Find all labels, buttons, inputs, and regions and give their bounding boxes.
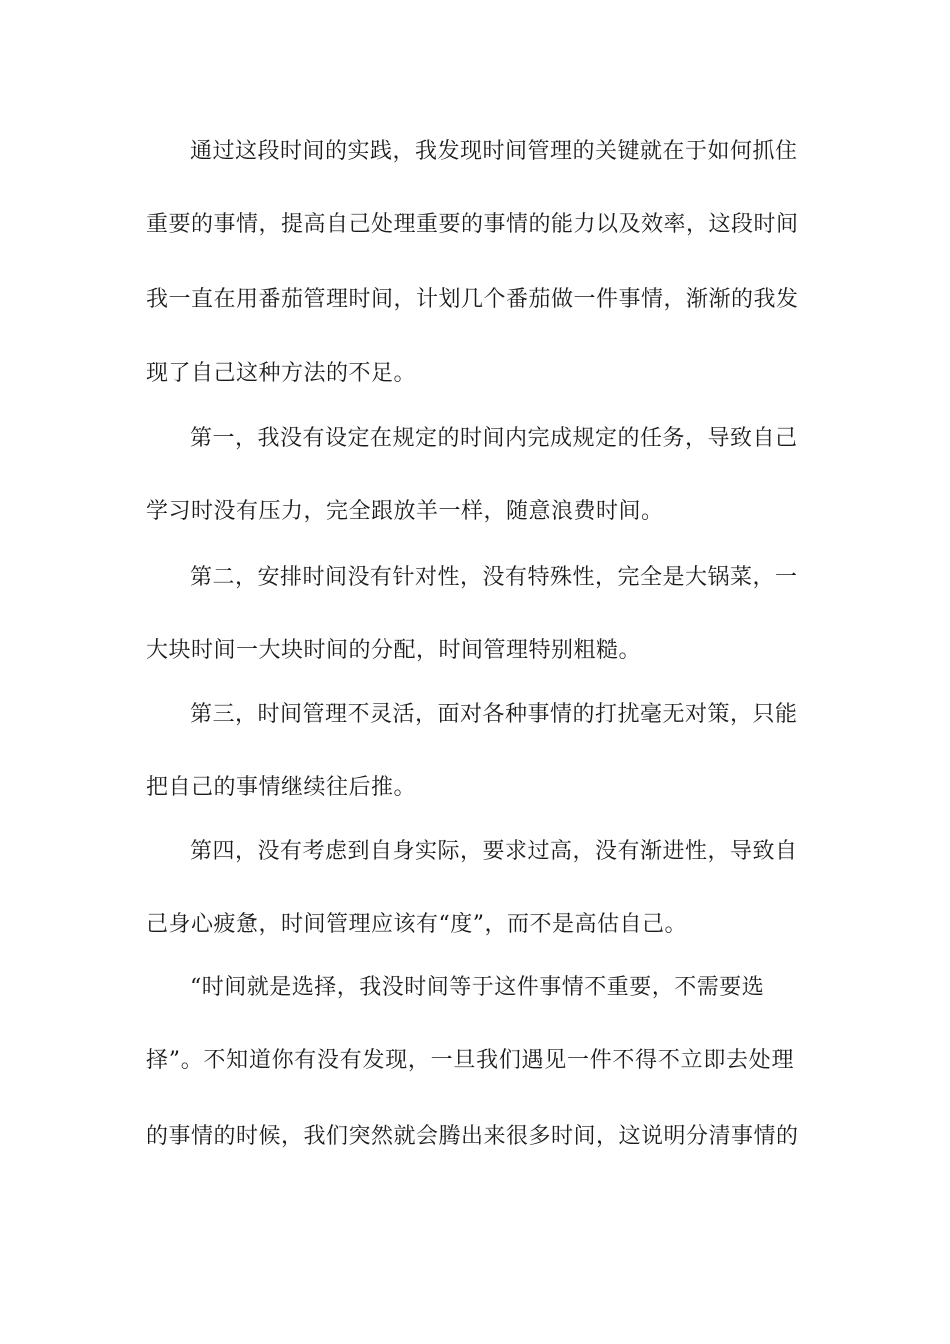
paragraph-line: 第三，时间管理不灵活，面对各种事情的打扰毫无对策，只能 — [190, 702, 798, 727]
paragraph-line: 我一直在用番茄管理时间，计划几个番茄做一件事情，渐渐的我发 — [146, 287, 799, 312]
paragraph-line: 的事情的时候，我们突然就会腾出来很多时间，这说明分清事情的 — [146, 1124, 799, 1149]
paragraph-line: 第四，没有考虑到自身实际，要求过高，没有渐进性，导致自 — [190, 839, 798, 864]
paragraph-line: 第二，安排时间没有针对性，没有特殊性，完全是大锅菜，一 — [190, 565, 798, 590]
paragraph-line: 现了自己这种方法的不足。 — [146, 361, 417, 386]
paragraph-line: “时间就是选择，我没时间等于这件事情不重要，不需要选 — [190, 975, 765, 1000]
paragraph-line: 学习时没有压力，完全跟放羊一样，随意浪费时间。 — [146, 499, 664, 524]
paragraph-line: 把自己的事情继续往后推。 — [146, 775, 417, 800]
paragraph-line: 通过这段时间的实践，我发现时间管理的关键就在于如何抓住 — [190, 139, 798, 164]
paragraph-line: 大块时间一大块时间的分配，时间管理特别粗糙。 — [146, 638, 642, 663]
paragraph-line: 第一，我没有设定在规定的时间内完成规定的任务，导致自己 — [190, 426, 798, 451]
paragraph-line: 择”。不知道你有没有发现，一旦我们遇见一件不得不立即去处理 — [146, 1048, 794, 1073]
paragraph-line: 重要的事情，提高自己处理重要的事情的能力以及效率，这段时间 — [146, 212, 799, 237]
paragraph-line: 己身心疲惫，时间管理应该有“度”，而不是高估自己。 — [146, 912, 687, 937]
